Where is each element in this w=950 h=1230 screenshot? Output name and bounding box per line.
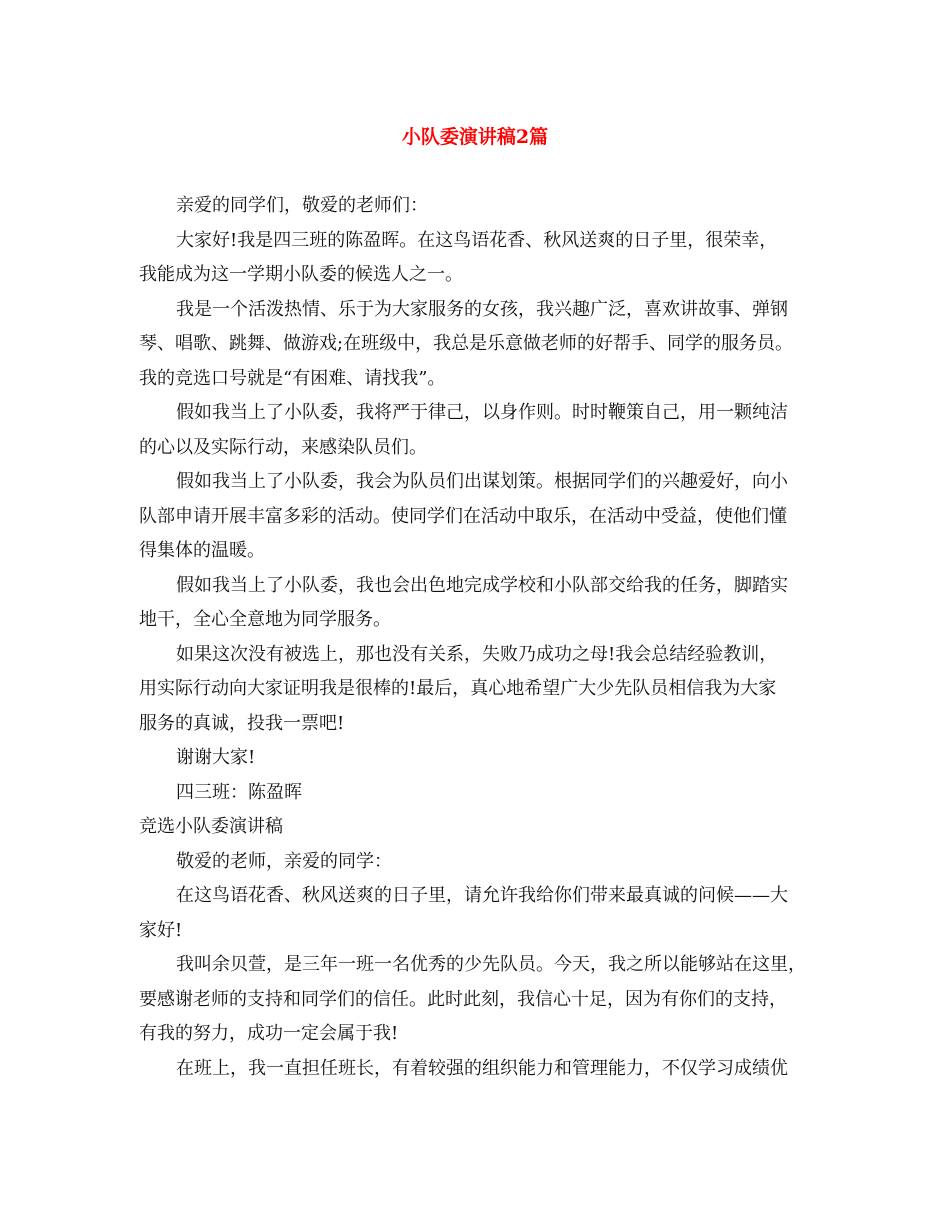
paragraph-line: 得集体的温暖。 (139, 540, 265, 561)
section-heading: 竞选小队委演讲稿 (139, 816, 283, 837)
paragraph-line: 我能成为这一学期小队委的候选人之一。 (139, 264, 463, 285)
signature-line: 四三班：陈盈晖 (176, 781, 302, 803)
paragraph-line: 亲爱的同学们，敬爱的老师们： (176, 195, 428, 216)
paragraph-line: 家好! (139, 919, 183, 941)
document-title: 小队委演讲稿2篇 (401, 126, 549, 148)
paragraph-line: 我的竞选口号就是“有困难、请找我”。 (139, 367, 446, 389)
paragraph-line: 地干，全心全意地为同学服务。 (139, 609, 391, 630)
paragraph-line: 假如我当上了小队委，我将严于律己，以身作则。时时鞭策自己，用一颗纯洁 (176, 402, 788, 423)
paragraph-line: 有我的努力，成功一定会属于我! (139, 1023, 399, 1044)
paragraph-line: 在这鸟语花香、秋风送爽的日子里，请允许我给你们带来最真诚的问候——大 (176, 885, 788, 906)
paragraph-line: 琴、唱歌、跳舞、做游戏;在班级中，我总是乐意做老师的好帮手、同学的服务员。 (139, 333, 794, 354)
paragraph-line: 假如我当上了小队委，我会为队员们出谋划策。根据同学们的兴趣爱好，向小 (176, 471, 788, 492)
paragraph-line: 队部申请开展丰富多彩的活动。使同学们在活动中取乐，在活动中受益，使他们懂 (139, 505, 787, 527)
paragraph-line: 我是一个活泼热情、乐于为大家服务的女孩，我兴趣广泛，喜欢讲故事、弹钢 (176, 298, 788, 320)
paragraph-line: 要感谢老师的支持和同学们的信任。此时此刻，我信心十足，因为有你们的支持， (139, 988, 787, 1010)
paragraph-line: 敬爱的老师，亲爱的同学： (176, 850, 392, 872)
paragraph-line: 如果这次没有被选上，那也没有关系，失败乃成功之母!我会总结经验教训， (176, 643, 778, 665)
paragraph-line: 的心以及实际行动，来感染队员们。 (139, 436, 427, 458)
paragraph-line: 我叫余贝萱，是三年一班一名优秀的少先队员。今天，我之所以能够站在这里， (176, 954, 806, 975)
paragraph-line: 在班上，我一直担任班长，有着较强的组织能力和管理能力，不仅学习成绩优 (176, 1057, 788, 1079)
paragraph-line: 谢谢大家! (176, 747, 256, 768)
paragraph-line: 用实际行动向大家证明我是很棒的!最后，真心地希望广大少先队员相信我为大家 (139, 678, 777, 699)
paragraph-line: 服务的真诚，投我一票吧! (139, 712, 345, 734)
paragraph-line: 大家好!我是四三班的陈盈晖。在这鸟语花香、秋风送爽的日子里，很荣幸， (176, 229, 778, 251)
document-body (139, 192, 829, 1089)
paragraph-line: 假如我当上了小队委，我也会出色地完成学校和小队部交给我的任务，脚踏实 (176, 574, 788, 596)
